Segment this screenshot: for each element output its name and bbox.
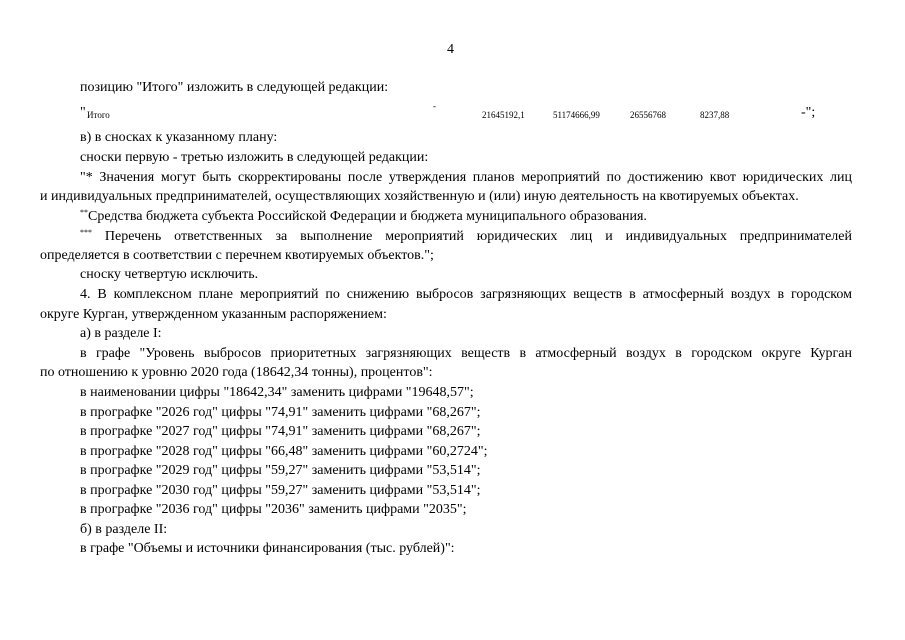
footnote-2-text: Средства бюджета субъекта Российской Федерации и бюджета муниципального образования. [88,209,647,224]
total-value-1: 21645192,1 [482,110,525,120]
total-value-4: 8237,88 [700,110,730,120]
paragraph-4-line-2: округе Курган, утвержденном указанным распоряжением: [40,307,387,322]
paragraph-exclude-footnote: сноску четвертую исключить. [80,267,259,282]
total-end: -"; [801,105,816,120]
replacement-line-1: в наименовании цифры "18642,34" заменить цифрами "19648,57"; [80,385,474,400]
column-paragraph-line-1: в графе "Уровень выбросов приоритетных загрязняющих веществ в атмосферный воздух в городском округе Курган [80,346,852,361]
intro-line: позицию "Итого" изложить в следующей редакции: [80,80,389,95]
footnote-3-text: Перечень ответственных за выполнение мероприятий юридических лиц и индивидуальных предпринимателей [104,229,852,244]
column-paragraph-line-2: по отношению к уровню 2020 года (18642,34 тонны), процентов": [40,365,433,380]
footnote-1-line-2: и индивидуальных предпринимателей, осуществляющих хозяйственную и (или) иную деятельность на квотируемых объектах. [40,189,799,204]
footnote-1-line-1 [80,169,852,187]
footnote-2-marker: ** [80,208,88,217]
total-value-3: 26556768 [630,110,666,120]
replacement-line-3: в прографке "2027 год" цифры "74,91" заменить цифрами "68,267"; [80,424,481,439]
total-dash: - [433,101,436,111]
replacement-line-4: в прографке "2028 год" цифры "66,48" заменить цифрами "60,2724"; [80,444,488,459]
footnote-3-marker: *** [80,228,92,237]
footnote-1-text: Значения могут быть скорректированы после утверждения планов мероприятий по достижению квот юридических лиц [99,170,853,185]
footnote-1-marker: "* [80,170,93,185]
total-value-2: 51174666,99 [553,110,600,120]
section-1-header: а) в разделе I: [80,326,162,341]
page-number: 4 [447,42,454,57]
total-label: Итого [87,110,110,120]
financing-column-line: в графе "Объемы и источники финансирования (тыс. рублей)": [80,541,455,556]
footnote-3-line-1 [80,228,852,246]
replacement-line-6: в прографке "2030 год" цифры "59,27" заменить цифрами "53,514"; [80,483,481,498]
paragraph-footnotes-instruction: сноски первую - третью изложить в следующей редакции: [80,150,429,165]
footnote-3-line-2: определяется в соответствии с перечнем квотируемых объектов."; [40,248,434,263]
replacement-line-2: в прографке "2026 год" цифры "74,91" заменить цифрами "68,267"; [80,405,481,420]
footnote-2 [80,208,647,226]
replacement-line-5: в прографке "2029 год" цифры "59,27" заменить цифрами "53,514"; [80,463,481,478]
paragraph-4-line-1: 4. В комплексном плане мероприятий по снижению выбросов загрязняющих веществ в атмосферный воздух в городском [80,287,852,302]
section-2-header: б) в разделе II: [80,522,168,537]
paragraph-footnotes-header: в) в сносках к указанному плану: [80,130,278,145]
replacement-line-7: в прографке "2036 год" цифры "2036" заменить цифрами "2035"; [80,502,467,517]
total-open-quote: " [80,105,86,120]
